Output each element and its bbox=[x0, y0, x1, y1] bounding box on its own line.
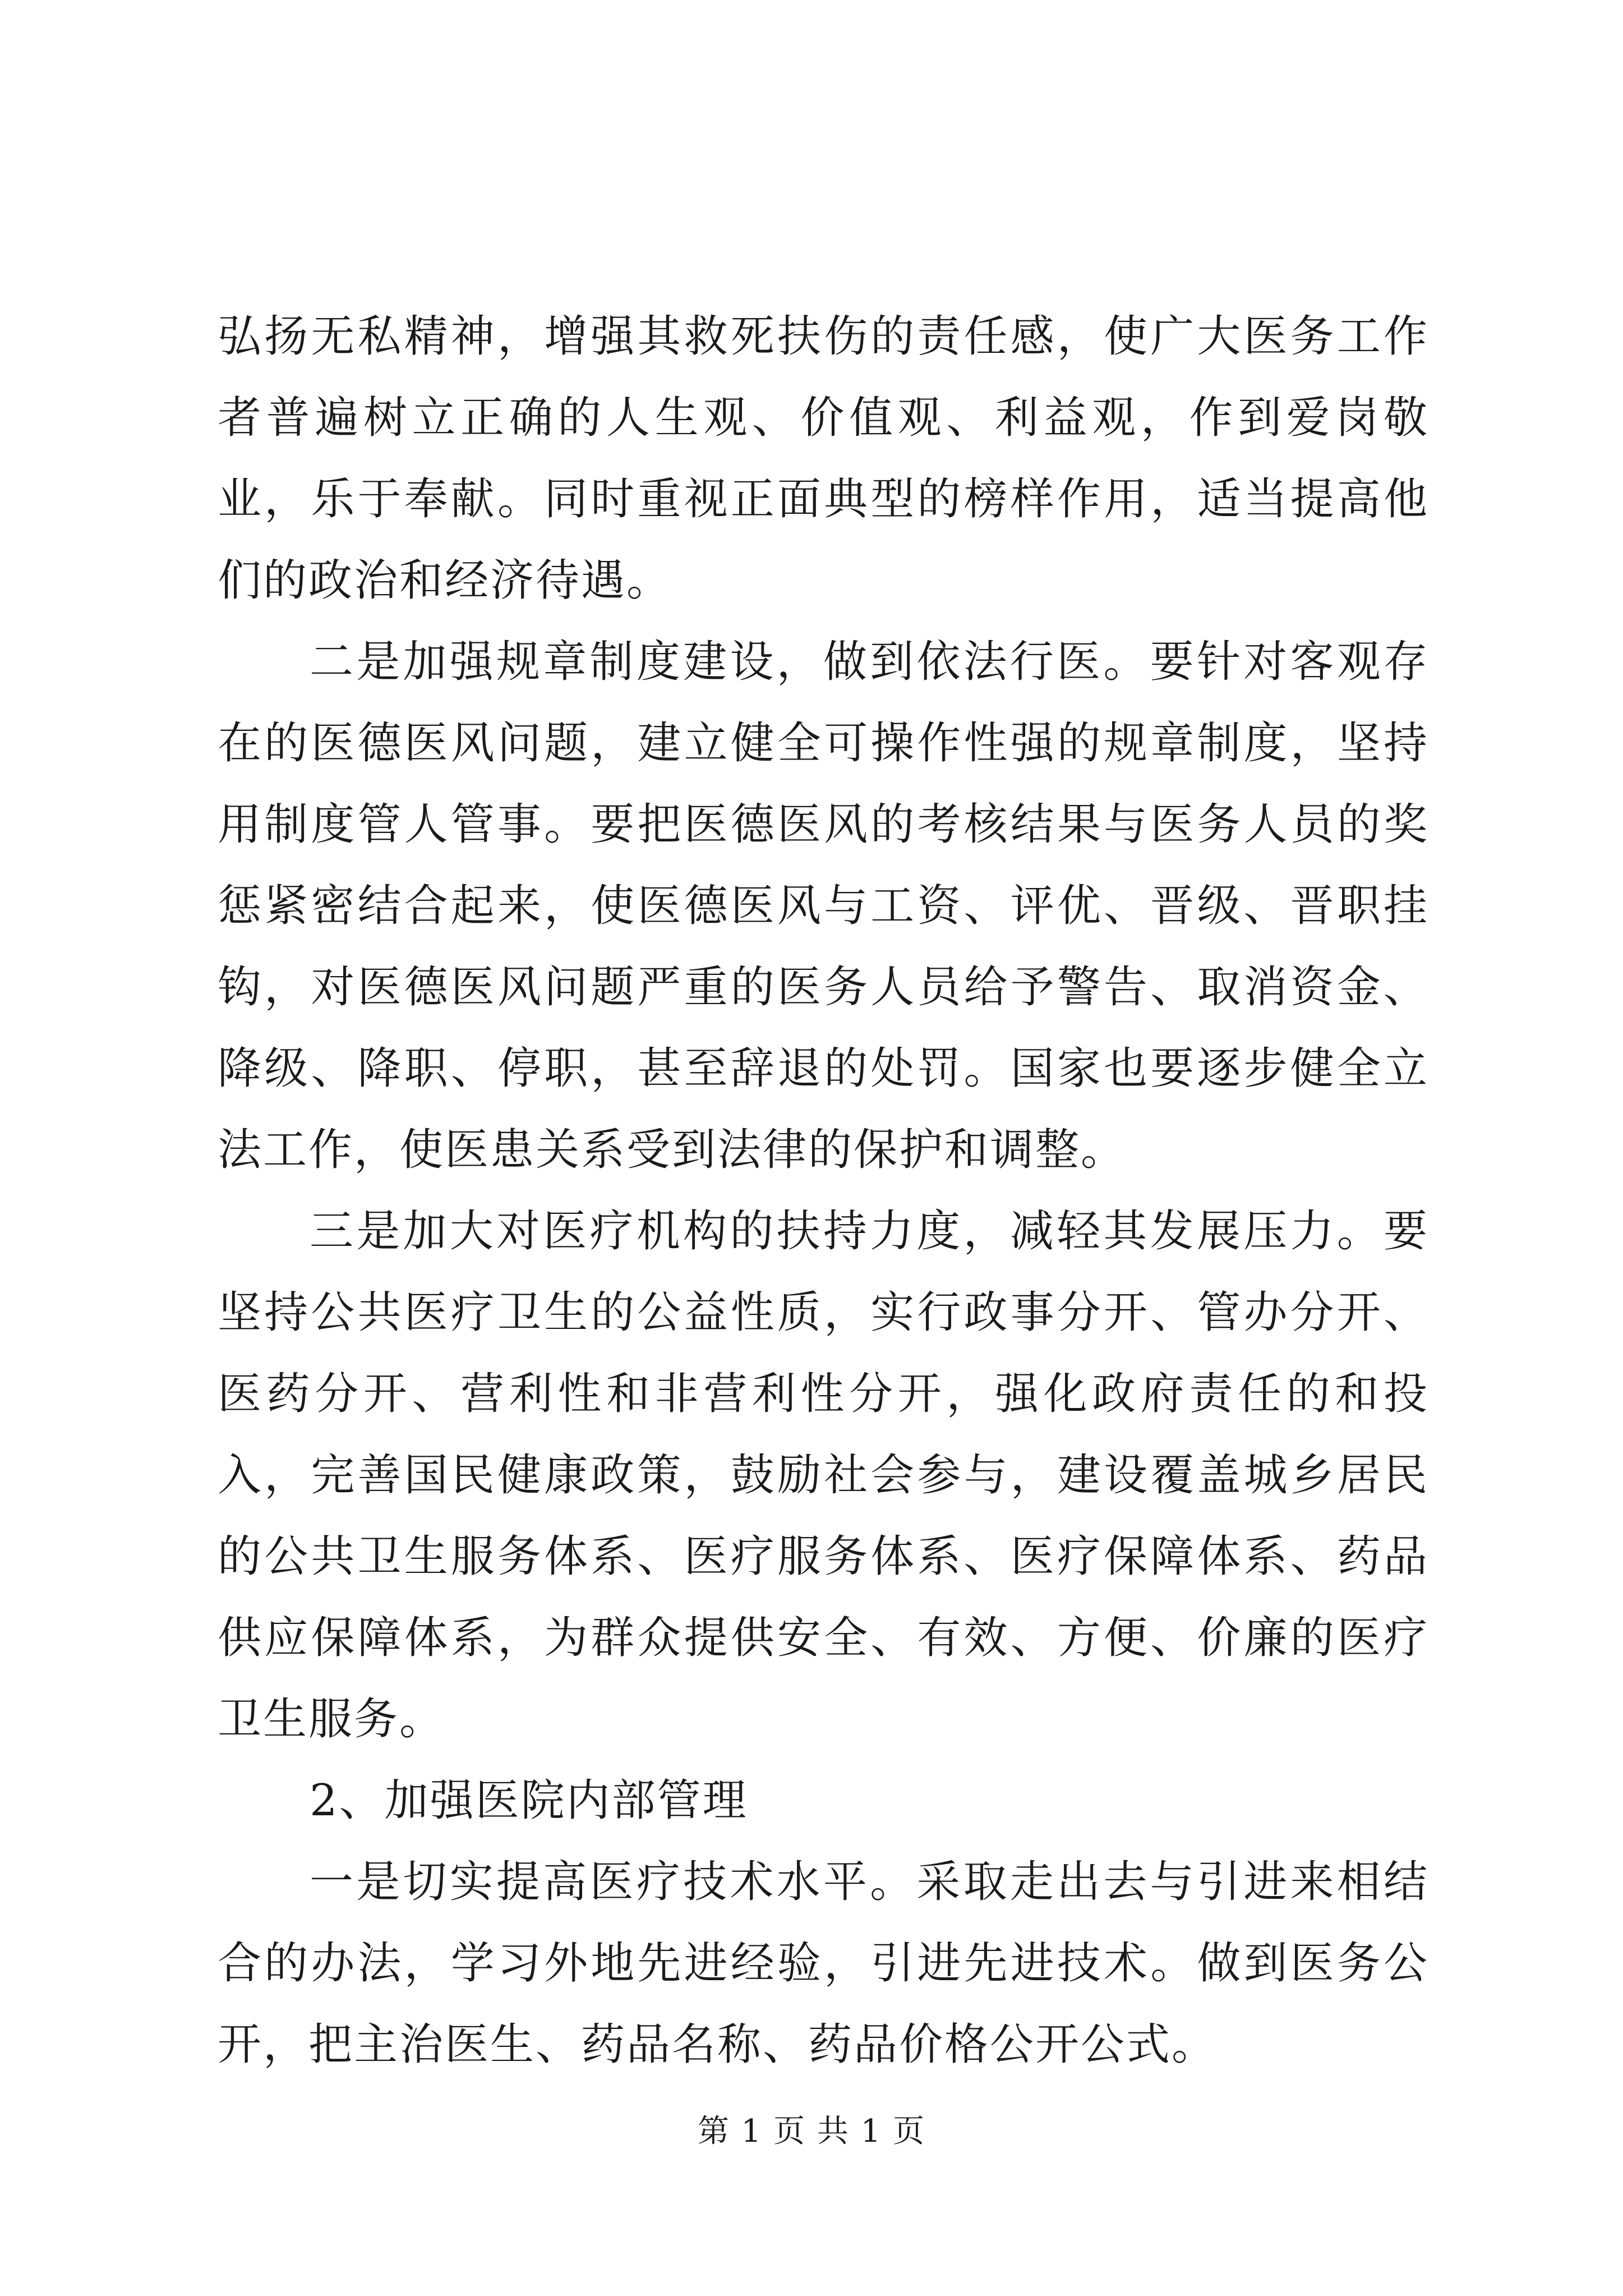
paragraph-2: 二是加强规章制度建设，做到依法行医。要针对客观存在的医德医风问题，建立健全可操作性强的规章制度，坚持用制度管人管事。要把医德医风的考核结果与医务人员的奖惩紧密结合起来，使医德医风与工资、评优、晋级、晋职挂钩，对医德医风问题严重的医务人员给予警告、取消资金、降级、降职、停职，甚至辞退的处罚。国家也要逐步健全立法工作，使医患关系受到法律的保护和调整。 bbox=[218, 637, 1429, 1175]
paragraph-3: 三是加大对医疗机构的扶持力度，减轻其发展压力。要坚持公共医疗卫生的公益性质，实行政事分开、管办分开、医药分开、营利性和非营利性分开，强化政府责任的和投入，完善国民健康政策，鼓励社会参与，建设覆盖城乡居民的公共卫生服务体系、医疗服务体系、医疗保障体系、药品供应保障体系，为群众提供安全、有效、方便、价廉的医疗卫生服务。 bbox=[218, 1206, 1429, 1745]
section-heading: 2、加强医院内部管理 bbox=[310, 1775, 748, 1826]
page-footer: 第 1 页 共 1 页 bbox=[697, 2113, 926, 2150]
paragraph-4: 一是切实提高医疗技术水平。采取走出去与引进来相结合的办法，学习外地先进经验，引进先进技术。做到医务公开，把主治医生、药品名称、药品价格公开公式。 bbox=[218, 1857, 1429, 2070]
document-body bbox=[218, 296, 1429, 2086]
paragraph-1: 弘扬无私精神，增强其救死扶伤的责任感，使广大医务工作者普遍树立正确的人生观、价值观、利益观，作到爱岗敬业，乐于奉献。同时重视正面典型的榜样作用，适当提高他们的政治和经济待遇。 bbox=[218, 311, 1429, 606]
